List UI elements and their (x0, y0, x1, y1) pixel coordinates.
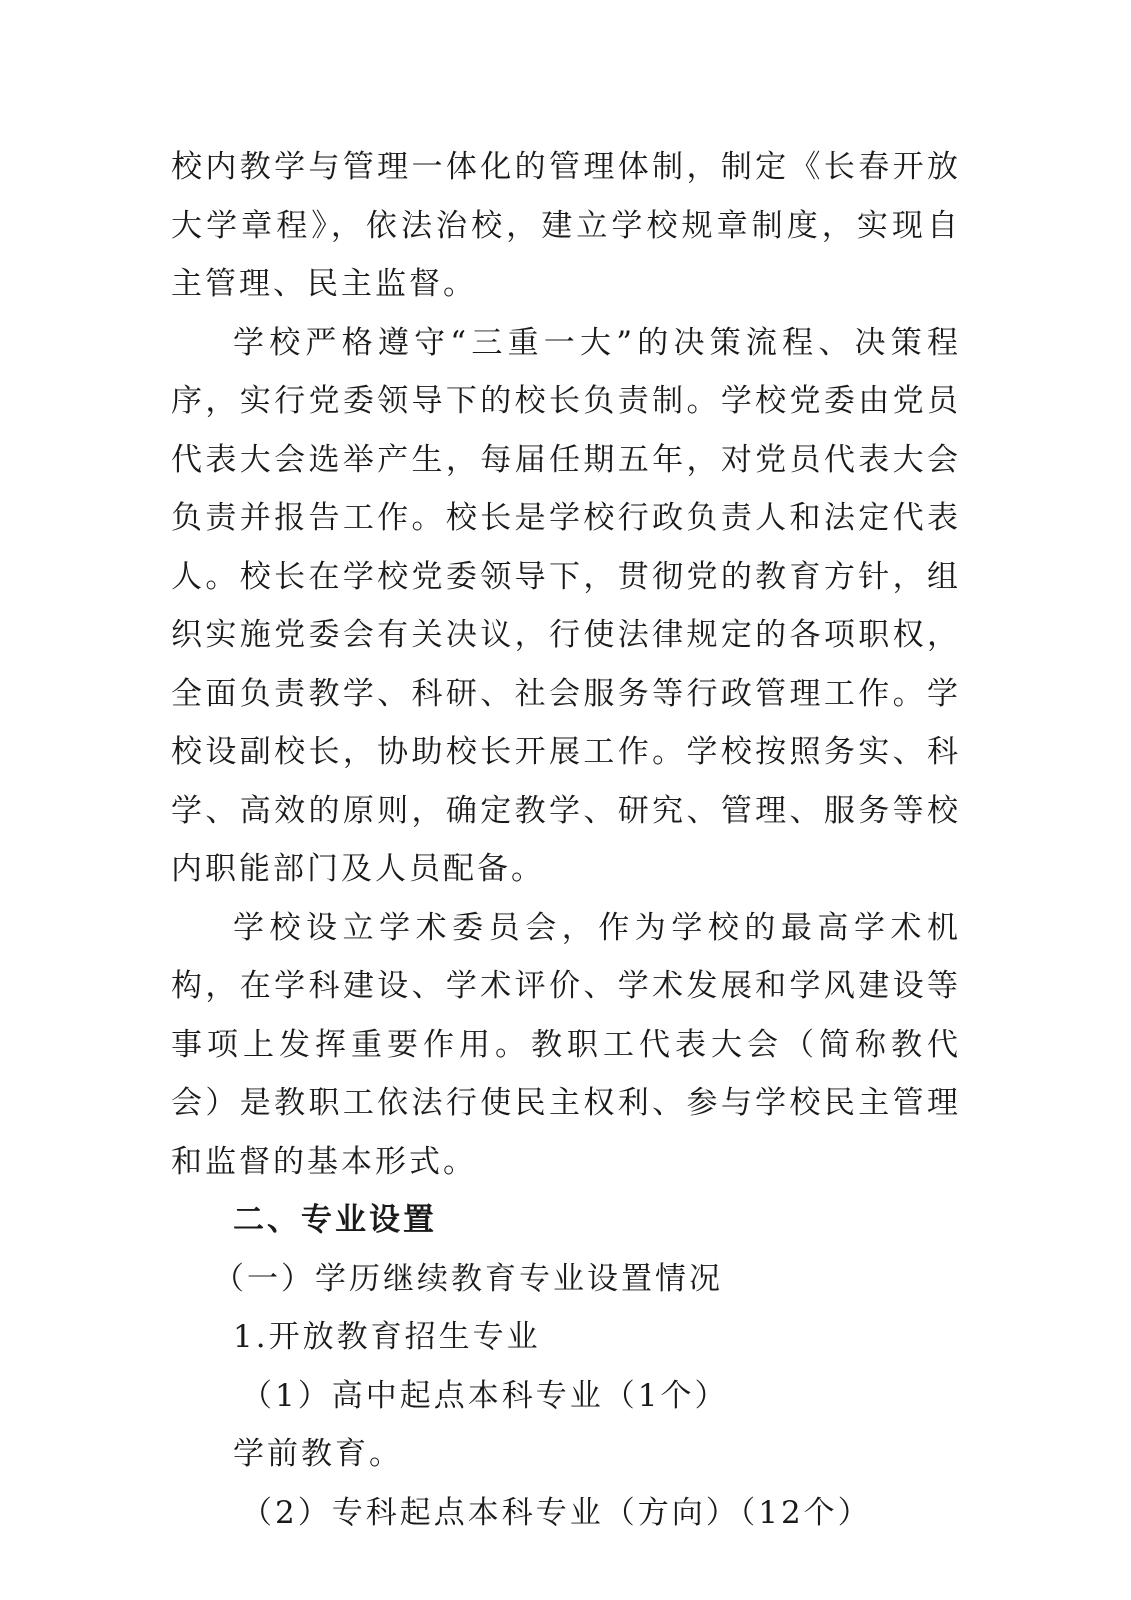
paragraph-governance-system: 校内教学与管理一体化的管理体制，制定《长春开放大学章程》，依法治校，建立学校规章制度，实现自主管理、民主监督。 (171, 149, 961, 302)
list-item-open-education: 1.开放教育招生专业 (233, 1319, 541, 1355)
section-heading: 二、专业设置 (233, 1202, 437, 1238)
subsection-heading: （一）学历继续教育专业设置情况 (213, 1260, 723, 1297)
paragraph-leadership: 学校严格遵守“三重一大”的决策流程、决策程序，实行党委领导下的校长负责制。学校党委由党员代表大会选举产生，每届任期五年，对党员代表大会负责并报告工作。校长是学校行政负责人和法定代表人。校长在学校党委领导下，贯彻党的教育方针，组织实施党委会有关决议，行使法律规定的各项职权，全面负责教学、科研、社会服务等行政管理工作。学校设副校长，协助校长开展工作。学校按照务实、科学、高效的原则，确定教学、研究、管理、服务等校内职能部门及人员配备。 (171, 324, 961, 887)
paragraph-academic-committee: 学校设立学术委员会，作为学校的最高学术机构，在学科建设、学术评价、学术发展和学风建设等事项上发挥重要作用。教职工代表大会（简称教代会）是教职工依法行使民主权利、参与学校民主管理和监督的基本形式。 (171, 909, 961, 1180)
major-name-text: 学前教育。 (233, 1436, 403, 1472)
document-body (171, 138, 961, 1542)
list-subitem-high-school-undergraduate: （1）高中起点本科专业（1个） (241, 1377, 729, 1414)
list-subitem-college-undergraduate: （2）专科起点本科专业（方向）（12个） (241, 1494, 872, 1531)
